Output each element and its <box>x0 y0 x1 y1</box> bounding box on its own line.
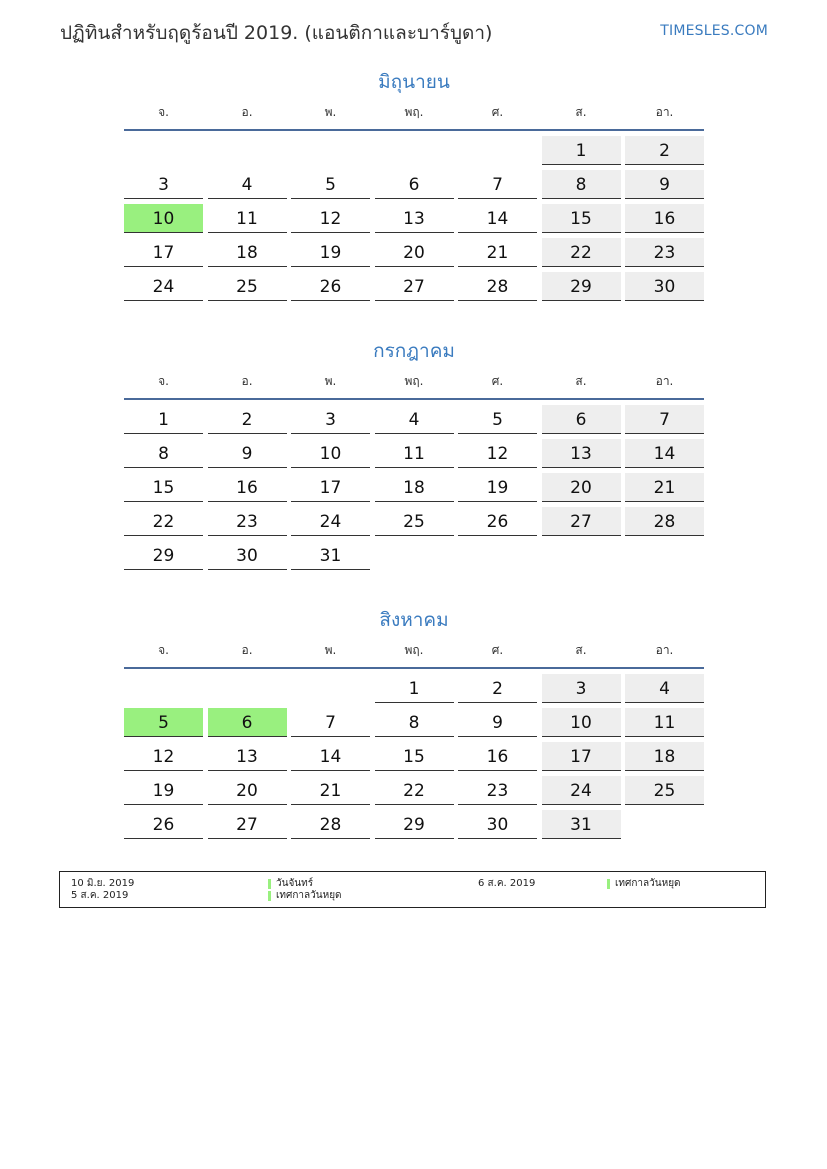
brand-link[interactable]: TIMESLES.COM <box>660 23 768 39</box>
day-cell: 27 <box>208 810 287 839</box>
day-cell: 19 <box>124 776 203 805</box>
weekday-label: พ. <box>324 643 337 657</box>
weekday-label: อ. <box>241 105 253 119</box>
day-cell: 30 <box>458 810 537 839</box>
day-cell: 6 <box>375 170 454 199</box>
legend-date: 6 ส.ค. 2019 <box>478 878 536 889</box>
day-cell: 19 <box>458 473 537 502</box>
day-cell: 23 <box>208 507 287 536</box>
day-cell: 23 <box>458 776 537 805</box>
day-cell: 29 <box>124 541 203 570</box>
legend-color-marker <box>268 879 271 889</box>
day-cell: 14 <box>625 439 704 468</box>
day-cell: 21 <box>291 776 370 805</box>
day-cell: 9 <box>208 439 287 468</box>
day-cell: 12 <box>458 439 537 468</box>
day-cell: 5 <box>458 405 537 434</box>
weekday-label: อา. <box>655 105 674 119</box>
page-title: ปฏิทินสำหรับฤดูร้อนปี 2019. (แอนติกาและบาร์บูดา) <box>60 22 493 44</box>
day-cell: 25 <box>625 776 704 805</box>
day-cell: 3 <box>542 674 621 703</box>
day-cell: 2 <box>208 405 287 434</box>
day-cell: 20 <box>542 473 621 502</box>
day-cell: 26 <box>291 272 370 301</box>
month-august <box>124 606 704 839</box>
weekday-label: อา. <box>655 643 674 657</box>
weekday-label: ศ. <box>491 643 504 657</box>
empty-cell <box>375 136 454 165</box>
holiday-day-cell: 10 <box>124 204 203 233</box>
day-cell: 28 <box>458 272 537 301</box>
day-cell: 17 <box>291 473 370 502</box>
legend-color-marker <box>268 891 271 901</box>
day-cell: 8 <box>542 170 621 199</box>
day-cell: 29 <box>375 810 454 839</box>
empty-cell <box>291 136 370 165</box>
day-cell: 31 <box>542 810 621 839</box>
day-cell: 28 <box>625 507 704 536</box>
empty-cell <box>458 136 537 165</box>
day-cell: 17 <box>542 742 621 771</box>
day-cell: 18 <box>625 742 704 771</box>
day-cell: 20 <box>208 776 287 805</box>
month-july <box>124 337 704 570</box>
day-cell: 7 <box>625 405 704 434</box>
day-cell: 14 <box>291 742 370 771</box>
day-cell: 25 <box>208 272 287 301</box>
day-grid <box>124 674 704 839</box>
weekday-header <box>124 638 704 662</box>
day-cell: 30 <box>208 541 287 570</box>
month-title: กรกฎาคม <box>373 340 455 362</box>
day-cell: 31 <box>291 541 370 570</box>
day-cell: 22 <box>124 507 203 536</box>
weekday-label: ศ. <box>491 105 504 119</box>
weekday-label: อ. <box>241 643 253 657</box>
day-cell: 18 <box>375 473 454 502</box>
weekday-label: จ. <box>158 643 169 657</box>
day-cell: 24 <box>124 272 203 301</box>
weekday-label: พฤ. <box>404 374 424 388</box>
day-cell: 1 <box>542 136 621 165</box>
day-cell: 2 <box>625 136 704 165</box>
legend-holiday-name: วันจันทร์ <box>276 878 314 889</box>
weekday-label: จ. <box>158 374 169 388</box>
day-cell: 2 <box>458 674 537 703</box>
day-cell: 26 <box>124 810 203 839</box>
day-cell: 11 <box>208 204 287 233</box>
empty-cell <box>208 674 287 703</box>
legend-color-marker <box>607 879 610 889</box>
day-cell: 4 <box>625 674 704 703</box>
day-cell: 7 <box>458 170 537 199</box>
day-cell: 23 <box>625 238 704 267</box>
day-cell: 15 <box>542 204 621 233</box>
holiday-day-cell: 5 <box>124 708 203 737</box>
weekday-header <box>124 369 704 393</box>
month-title: สิงหาคม <box>379 609 449 631</box>
day-grid <box>124 405 704 570</box>
day-cell: 4 <box>375 405 454 434</box>
header-divider <box>124 398 704 400</box>
weekday-label: อ. <box>241 374 253 388</box>
day-grid <box>124 136 704 301</box>
day-cell: 6 <box>542 405 621 434</box>
day-cell: 8 <box>124 439 203 468</box>
empty-cell <box>124 136 203 165</box>
header-divider <box>124 129 704 131</box>
weekday-header <box>124 100 704 124</box>
weekday-label: พฤ. <box>404 643 424 657</box>
weekday-label: พ. <box>324 105 337 119</box>
day-cell: 22 <box>375 776 454 805</box>
weekday-label: ส. <box>575 374 587 388</box>
weekday-label: อา. <box>655 374 674 388</box>
day-cell: 13 <box>375 204 454 233</box>
month-title: มิถุนายน <box>378 71 450 93</box>
legend-holiday-name: เทศกาลวันหยุด <box>615 878 681 889</box>
day-cell: 29 <box>542 272 621 301</box>
holiday-legend <box>59 871 766 908</box>
weekday-label: ส. <box>575 105 587 119</box>
day-cell: 18 <box>208 238 287 267</box>
day-cell: 28 <box>291 810 370 839</box>
day-cell: 16 <box>625 204 704 233</box>
month-june <box>124 68 704 301</box>
day-cell: 19 <box>291 238 370 267</box>
day-cell: 17 <box>124 238 203 267</box>
weekday-label: ศ. <box>491 374 504 388</box>
empty-cell <box>208 136 287 165</box>
day-cell: 15 <box>124 473 203 502</box>
day-cell: 30 <box>625 272 704 301</box>
day-cell: 26 <box>458 507 537 536</box>
day-cell: 22 <box>542 238 621 267</box>
weekday-label: พ. <box>324 374 337 388</box>
day-cell: 27 <box>542 507 621 536</box>
day-cell: 10 <box>291 439 370 468</box>
day-cell: 7 <box>291 708 370 737</box>
legend-holiday-name: เทศกาลวันหยุด <box>276 890 342 901</box>
day-cell: 4 <box>208 170 287 199</box>
day-cell: 3 <box>124 170 203 199</box>
day-cell: 13 <box>208 742 287 771</box>
day-cell: 12 <box>291 204 370 233</box>
day-cell: 12 <box>124 742 203 771</box>
empty-cell <box>291 674 370 703</box>
empty-cell <box>124 674 203 703</box>
holiday-day-cell: 6 <box>208 708 287 737</box>
day-cell: 5 <box>291 170 370 199</box>
legend-date: 5 ส.ค. 2019 <box>71 890 129 901</box>
legend-date: 10 มิ.ย. 2019 <box>71 878 135 889</box>
day-cell: 21 <box>458 238 537 267</box>
day-cell: 25 <box>375 507 454 536</box>
day-cell: 20 <box>375 238 454 267</box>
weekday-label: จ. <box>158 105 169 119</box>
day-cell: 11 <box>375 439 454 468</box>
day-cell: 21 <box>625 473 704 502</box>
day-cell: 13 <box>542 439 621 468</box>
day-cell: 9 <box>458 708 537 737</box>
day-cell: 11 <box>625 708 704 737</box>
day-cell: 15 <box>375 742 454 771</box>
header-divider <box>124 667 704 669</box>
day-cell: 3 <box>291 405 370 434</box>
weekday-label: ส. <box>575 643 587 657</box>
day-cell: 14 <box>458 204 537 233</box>
day-cell: 1 <box>124 405 203 434</box>
day-cell: 16 <box>208 473 287 502</box>
day-cell: 16 <box>458 742 537 771</box>
day-cell: 10 <box>542 708 621 737</box>
day-cell: 27 <box>375 272 454 301</box>
day-cell: 24 <box>542 776 621 805</box>
day-cell: 1 <box>375 674 454 703</box>
day-cell: 9 <box>625 170 704 199</box>
day-cell: 8 <box>375 708 454 737</box>
day-cell: 24 <box>291 507 370 536</box>
weekday-label: พฤ. <box>404 105 424 119</box>
